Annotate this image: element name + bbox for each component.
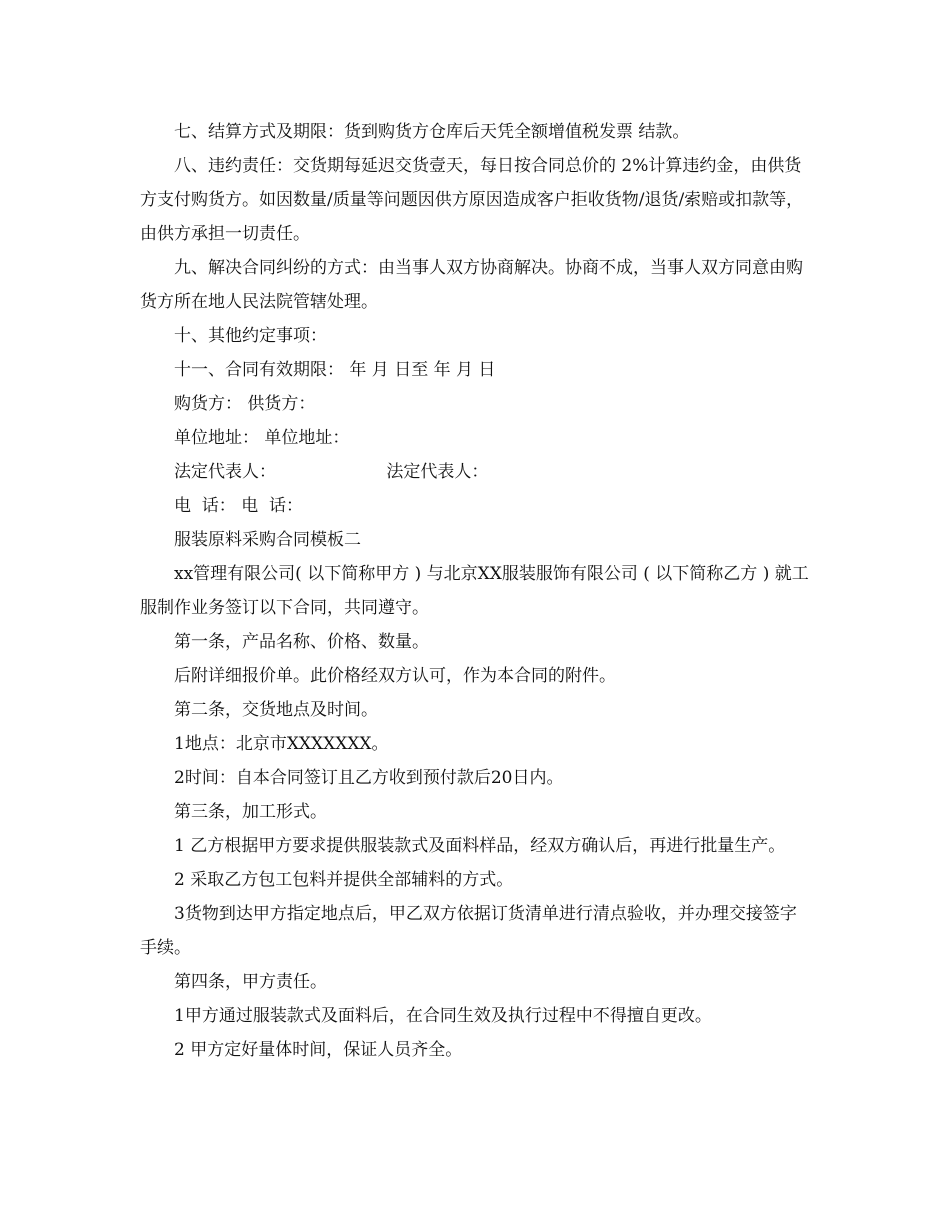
signature-parties-row [140, 387, 812, 421]
article-four-heading: 第四条，甲方责任。 [174, 972, 327, 992]
article-three-item-3: 3货物到达甲方指定地点后，甲乙双方依据订货清单进行清点验收，并办理交接签字手续。 [140, 904, 797, 958]
clause-settlement: 七、结算方式及期限：货到购货方仓库后天凭全额增值税发票 结款。 [174, 122, 690, 142]
buyer-phone-label: 电 话： [174, 496, 236, 516]
clause-breach: 八、违约责任：交货期每延迟交货壹天，每日按合同总价的 2%计算违约金，由供货方支付购货方。如因数量/质量等问题因供方原因造成客户拒收货物/退货/索赔或扣款等，由供方承担一切责任。 [140, 156, 804, 244]
article-three-item-2: 2 采取乙方包工包料并提供全部辅料的方式。 [174, 870, 514, 890]
signature-rep-row [140, 455, 812, 489]
buyer-label: 购货方： [174, 394, 242, 414]
supplier-rep-label: 法定代表人： [386, 462, 489, 482]
article-two-location: 1地点：北京市XXXXXXX。 [174, 734, 389, 754]
buyer-address-label: 单位地址： [174, 428, 259, 448]
signature-phone-row [140, 489, 812, 523]
article-two-time: 2时间：自本合同签订且乙方收到预付款后20日内。 [174, 768, 564, 788]
supplier-address-label: 单位地址： [264, 428, 350, 448]
document-body [140, 115, 812, 1067]
article-four-item-2: 2 甲方定好量体时间，保证人员齐全。 [174, 1040, 463, 1060]
clause-dispute: 九、解决合同纠纷的方式：由当事人双方协商解决。协商不成，当事人双方同意由购货方所在地人民法院管辖处理。 [140, 258, 803, 312]
clause-other: 十、其他约定事项： [174, 326, 327, 346]
buyer-rep-label: 法定代表人： [174, 462, 276, 482]
article-three-heading: 第三条，加工形式。 [174, 802, 327, 822]
template-two-intro: xx管理有限公司( 以下简称甲方 ) 与北京XX服装服饰有限公司 ( 以下简称乙方 ) 就工服制作业务签订以下合同，共同遵守。 [140, 564, 809, 618]
supplier-label: 供货方： [247, 394, 316, 414]
signature-address-row [140, 421, 812, 455]
article-one-heading: 第一条，产品名称、价格、数量。 [174, 632, 429, 652]
article-one-text: 后附详细报价单。此价格经双方认可，作为本合同的附件。 [174, 666, 616, 686]
supplier-phone-label: 电 话： [241, 496, 304, 516]
article-four-item-1: 1甲方通过服装款式及面料后，在合同生效及执行过程中不得擅自更改。 [174, 1006, 712, 1026]
article-two-heading: 第二条，交货地点及时间。 [174, 700, 378, 720]
template-two-title: 服装原料采购合同模板二 [174, 530, 361, 550]
clause-validity: 十一、合同有效期限： 年 月 日至 年 月 日 [174, 360, 496, 380]
article-three-item-1: 1 乙方根据甲方要求提供服装款式及面料样品，经双方确认后，再进行批量生产。 [174, 836, 786, 856]
